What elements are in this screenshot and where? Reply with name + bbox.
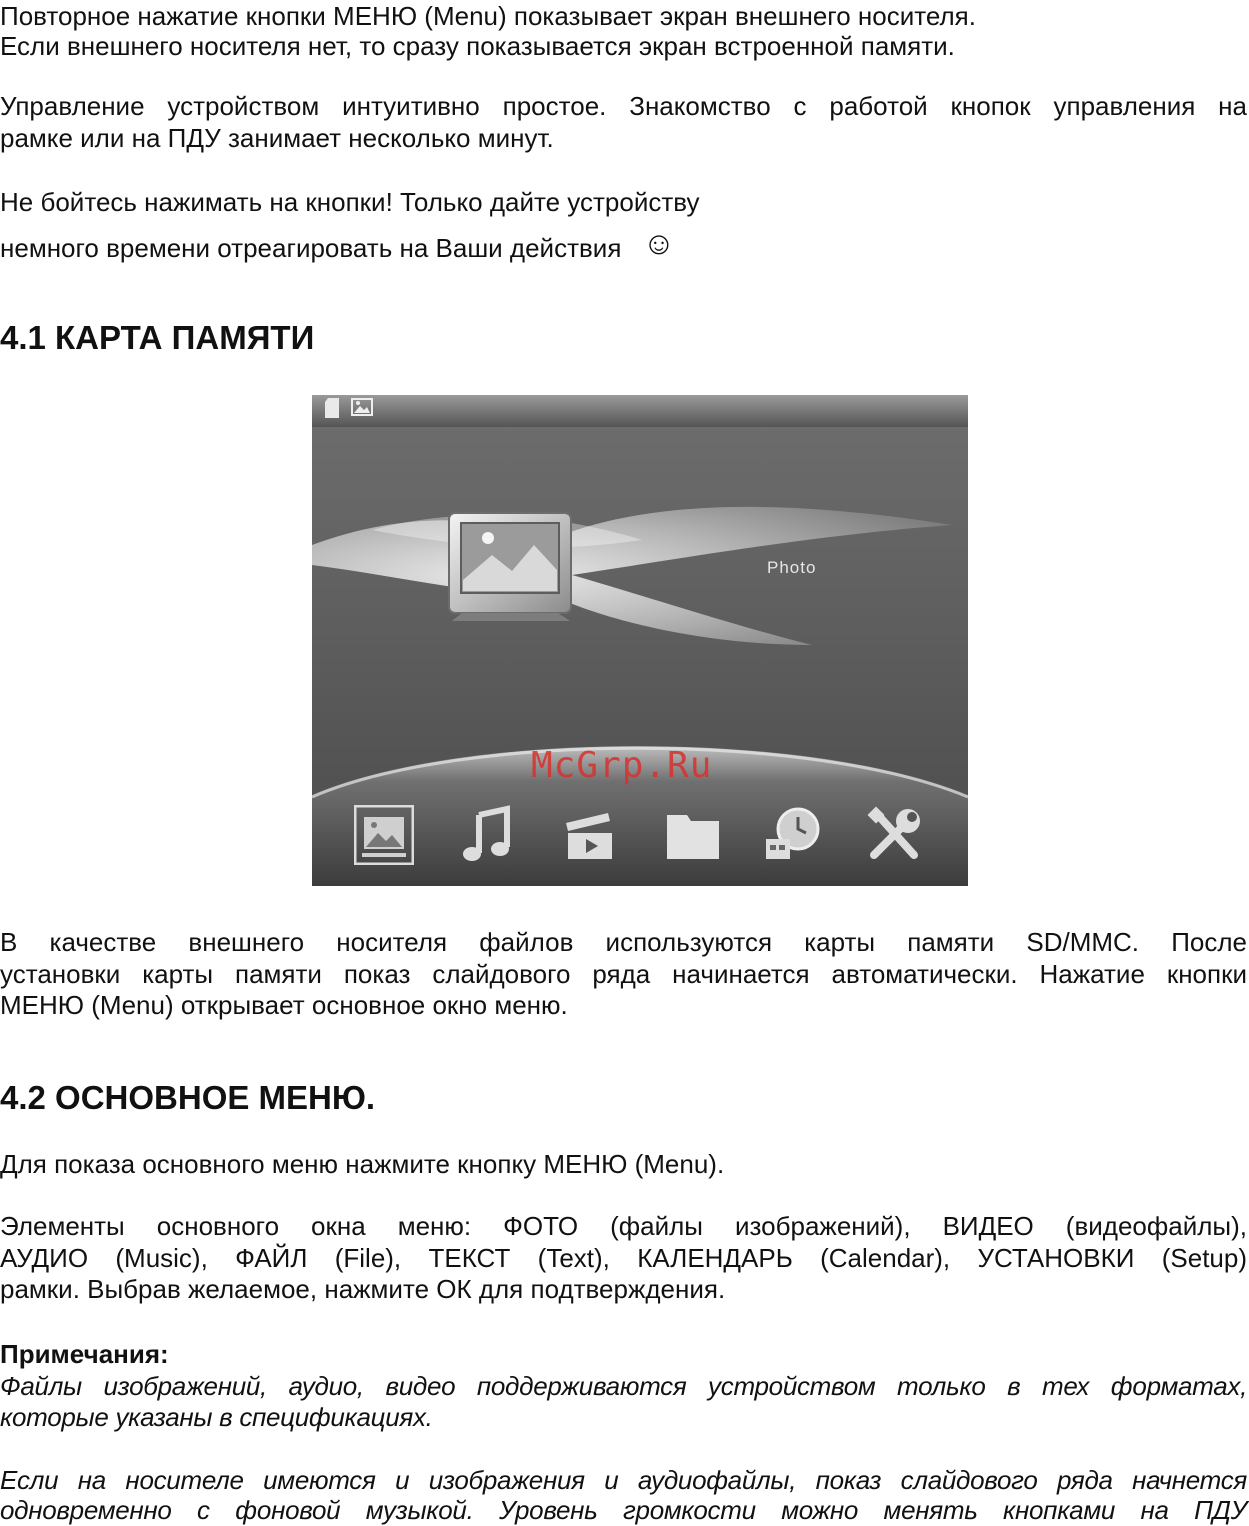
- intro-line: [0, 225, 676, 264]
- menu-setup-icon[interactable]: [864, 805, 924, 865]
- paragraph-line: установки карты памяти показ слайдового ряда начинается автоматически. Нажатие кнопки: [0, 959, 1247, 989]
- menu-calendar-icon[interactable]: [762, 805, 822, 865]
- menu-video-icon[interactable]: [560, 805, 620, 865]
- menu-photo-icon[interactable]: [354, 805, 414, 865]
- intro-text: немного времени отреагировать на Ваши действия: [0, 233, 622, 263]
- section-heading: 4.2 ОСНОВНОЕ МЕНЮ.: [0, 1079, 376, 1116]
- selected-item-label: Photo: [767, 558, 817, 577]
- note-line: которые указаны в спецификациях.: [0, 1402, 433, 1432]
- intro-line: рамке или на ПДУ занимает несколько минут.: [0, 123, 554, 153]
- paragraph-line: В качестве внешнего носителя файлов используются карты памяти SD/MMC. После: [0, 927, 1247, 957]
- intro-line: Если внешнего носителя нет, то сразу показывается экран встроенной памяти.: [0, 31, 955, 61]
- paragraph-line: Элементы основного окна меню: ФОТО (файлы изображений), ВИДЕО (видеофайлы),: [0, 1211, 1247, 1241]
- intro-line: Не бойтесь нажимать на кнопки! Только дайте устройству: [0, 187, 700, 217]
- menu-music-icon[interactable]: [457, 805, 517, 865]
- intro-line: Управление устройством интуитивно простое. Знакомство с работой кнопок управления на: [0, 91, 1247, 121]
- note-line: Файлы изображений, аудио, видео поддерживаются устройством только в тех форматах,: [0, 1371, 1247, 1401]
- intro-line: Повторное нажатие кнопки МЕНЮ (Menu) показывает экран внешнего носителя.: [0, 1, 976, 31]
- note-line: Если на носителе имеются и изображения и аудиофайлы, показ слайдового ряда начнется: [0, 1465, 1247, 1495]
- sd-card-icon: [325, 398, 339, 418]
- paragraph-line: рамки. Выбрав желаемое, нажмите ОК для подтверждения.: [0, 1274, 726, 1304]
- section-heading: 4.1 КАРТА ПАМЯТИ: [0, 319, 315, 356]
- notes-title: Примечания:: [0, 1339, 169, 1369]
- paragraph-line: АУДИО (Music), ФАЙЛ (File), ТЕКСТ (Text), КАЛЕНДАРЬ (Calendar), УСТАНОВКИ (Setup): [0, 1243, 1247, 1273]
- smiley-icon: ☺: [642, 225, 676, 261]
- note-line: одновременно с фоновой музыкой. Уровень громкости можно менять кнопками на ПДУ: [0, 1495, 1247, 1525]
- watermark: McGrp.Ru: [531, 745, 713, 786]
- device-screen-image: [312, 395, 968, 886]
- photo-icon: [351, 398, 373, 418]
- paragraph-line: Для показа основного меню нажмите кнопку МЕНЮ (Menu).: [0, 1149, 725, 1179]
- paragraph-line: МЕНЮ (Menu) открывает основное окно меню.: [0, 990, 568, 1020]
- menu-file-icon[interactable]: [663, 805, 723, 865]
